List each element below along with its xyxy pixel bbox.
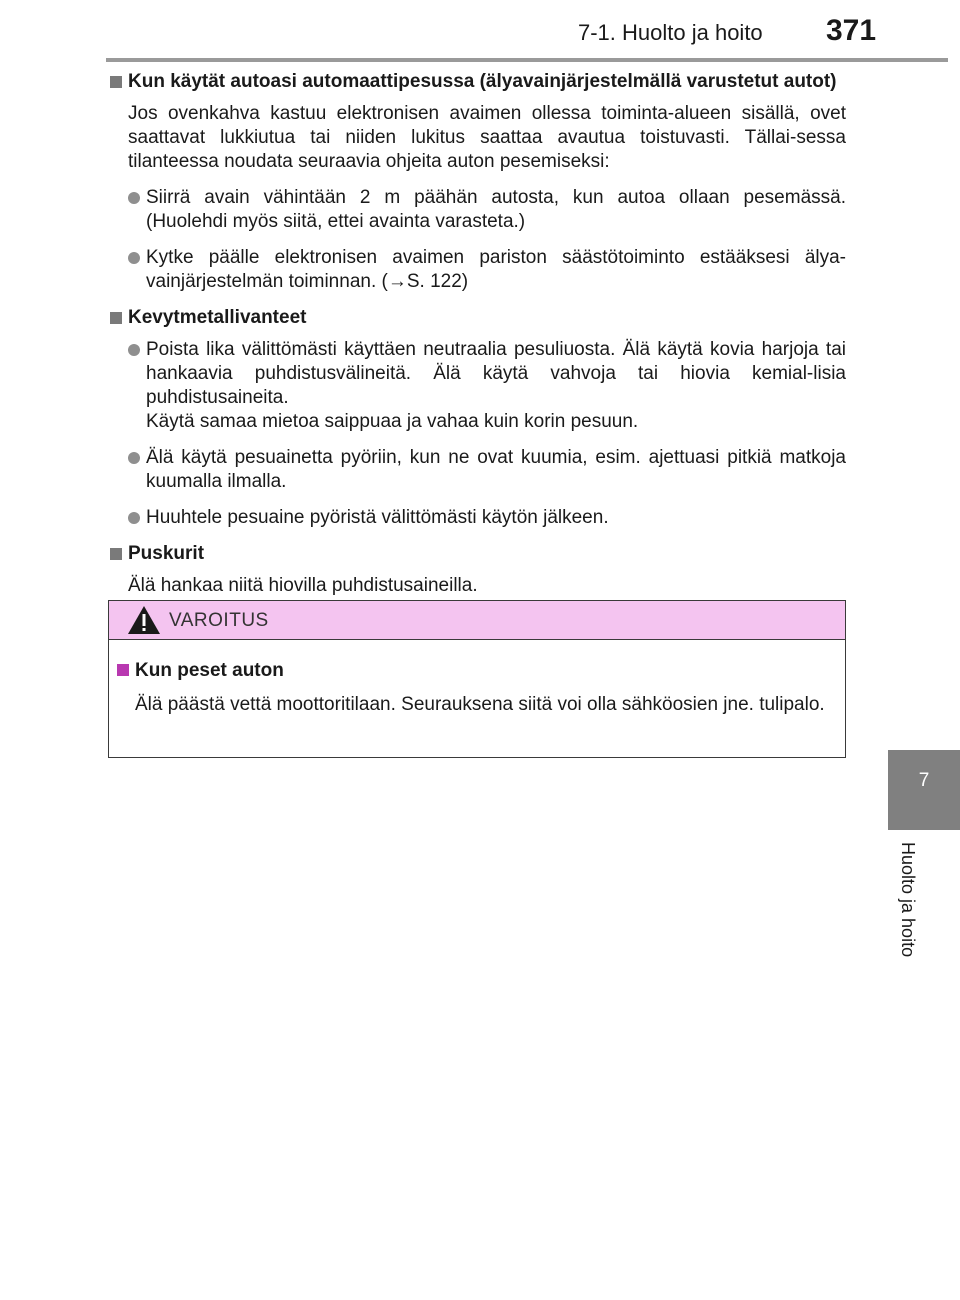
round-bullet-icon: [128, 252, 140, 264]
warning-title: VAROITUS: [169, 610, 269, 631]
list-item: Kytke päälle elektronisen avaimen pariston säästötoiminto estääksesi älya-vainjärjestelmän toiminnan. (→S. 122): [110, 246, 846, 294]
round-bullet-icon: [128, 512, 140, 524]
list-item: Älä käytä pesuainetta pyöriin, kun ne ovat kuumia, esim. ajettuasi pitkiä matkoja kuumalla ilmalla.: [110, 446, 846, 494]
list-item: Siirrä avain vähintään 2 m päähän autosta, kun autoa ollaan pesemässä. (Huolehdi myös siitä, ettei avainta varasteta.): [110, 186, 846, 234]
section-text-bumpers: Älä hankaa niitä hiovilla puhdistusaineilla.: [128, 575, 478, 596]
main-content: [110, 70, 846, 610]
section-text-automatic-wash: Jos ovenkahva kastuu elektronisen avaimen ollessa toiminta-alueen sisällä, ovet saattavat lukkiutua tai niiden lukitus saattaa avautua toistuvasti. Tällai-sessa tilanteessa noudata seuraavia ohjeita auton pesemiseksi:: [128, 103, 846, 172]
square-bullet-icon: [110, 312, 122, 324]
chapter-tab: [888, 750, 960, 830]
warning-header: [109, 601, 845, 640]
round-bullet-icon: [128, 452, 140, 464]
list-item: Huuhtele pesuaine pyöristä välittömästi käytön jälkeen.: [110, 506, 846, 530]
warning-body: [109, 640, 845, 718]
warning-text: Älä päästä vettä moottoritilaan. Seurauksena siitä voi olla sähköosien jne. tulipalo.: [135, 694, 825, 715]
chapter-number: 7: [918, 770, 930, 791]
section-heading-alloy-wheels: Kevytmetallivanteet: [110, 306, 846, 330]
page-number: 371: [826, 14, 877, 47]
warning-triangle-icon: [127, 605, 161, 635]
section-heading-automatic-wash: Kun käytät autoasi automaattipesussa (älyavainjärjestelmällä varustetut autot): [110, 70, 846, 94]
round-bullet-icon: [128, 192, 140, 204]
square-bullet-icon: [110, 76, 122, 88]
square-bullet-icon: [110, 548, 122, 560]
round-bullet-icon: [128, 344, 140, 356]
list-item: Poista lika välittömästi käyttäen neutraalia pesuliuosta. Älä käytä kovia harjoja tai hankaavia puhdistusvälineitä. Älä käytä vahvoja tai hiovia kemial-lisia puhdistusaineita. Käytä samaa mietoa saippuaa ja vahaa kuin korin pesuun.: [110, 338, 846, 434]
header-rule: [106, 58, 948, 62]
section-heading-bumpers: Puskurit: [110, 542, 846, 566]
warning-heading: Kun peset auton: [117, 658, 827, 684]
chapter-label: Huolto ja hoito: [898, 842, 918, 958]
square-bullet-icon: [117, 664, 129, 676]
warning-box: [108, 600, 846, 758]
running-header-section: 7-1. Huolto ja hoito: [578, 20, 763, 45]
